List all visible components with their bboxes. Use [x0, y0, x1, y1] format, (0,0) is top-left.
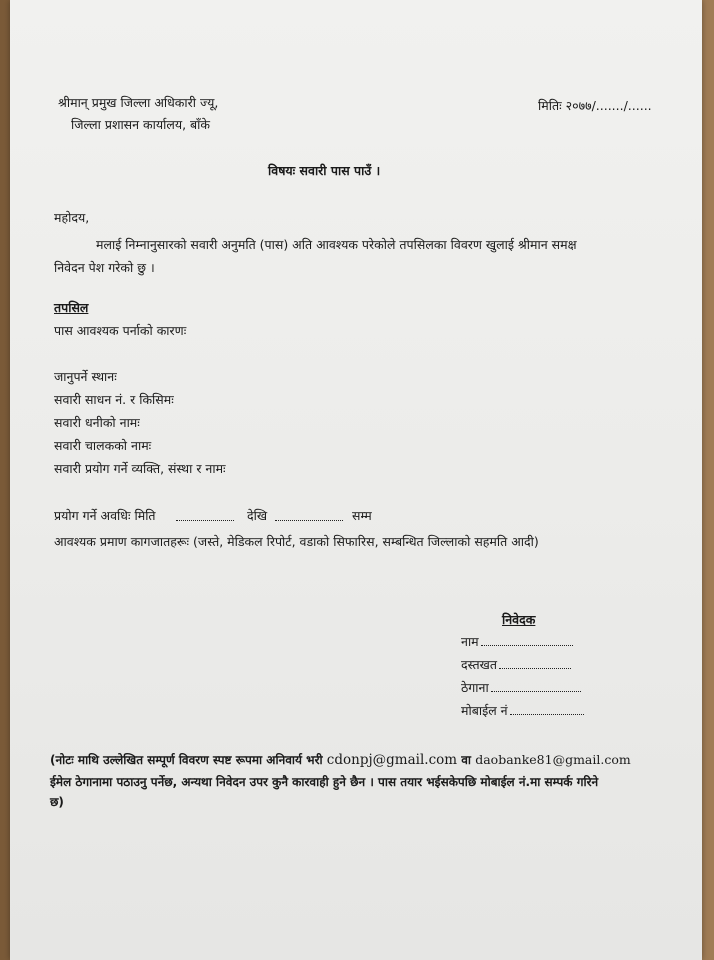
email-link-1: cdonpj@gmail.com	[326, 752, 458, 768]
subject-line: विषयः सवारी पास पाउँ ।	[268, 163, 381, 178]
applicant-heading: निवेदक	[502, 612, 536, 627]
application-form-paper	[10, 0, 702, 960]
documents-field: आवश्यक प्रमाण कागजातहरूः (जस्ते, मेडिकल रिपोर्ट, वडाको सिफारिस, सम्बन्धित जिल्लाको सहमति आदी)	[54, 534, 539, 549]
body-line1: मलाई निम्नानुसारको सवारी अनुमति (पास) अति आवश्यक परेकोले तपसिलका विवरण खुलाई श्रीमान समक्ष	[96, 237, 577, 252]
period-from-blank	[176, 510, 234, 521]
period-label: प्रयोग गर्ने अवधिः मिति	[54, 508, 156, 523]
email-link-2: daobanke81@gmail.com	[475, 752, 631, 767]
date-field: मितिः २०७७/......./......	[538, 98, 652, 113]
destination-field: जानुपर्ने स्थानः	[54, 369, 117, 384]
applicant-signature: दस्तखत	[461, 657, 571, 673]
owner-field: सवारी धनीको नामः	[54, 415, 140, 430]
note-line3: छ)	[50, 795, 64, 809]
period-to-blank	[275, 510, 343, 521]
driver-field: सवारी चालकको नामः	[54, 438, 152, 453]
vehicle-field: सवारी साधन नं. र किसिमः	[54, 392, 174, 407]
addressee-line1: श्रीमान् प्रमुख जिल्ला अधिकारी ज्यू,	[58, 95, 219, 110]
body-line2: निवेदन पेश गरेको छु ।	[54, 260, 155, 275]
period-to-label: सम्म	[352, 508, 372, 523]
period-from-label: देखि	[247, 508, 268, 523]
note-line2: ईमेल ठेगानामा पठाउनु पर्नेछ, अन्यथा निवेदन उपर कुनै कारवाही हुने छैन । पास तयार भईसकेपछि मोबाईल नं.मा सम्पर्क गरिने	[50, 775, 599, 789]
applicant-address: ठेगाना	[461, 680, 581, 696]
applicant-name: नाम	[461, 634, 573, 650]
addressee-line2: जिल्ला प्रशासन कार्यालय, बाँके	[71, 117, 211, 132]
note-line1: (नोटः माथि उल्लेखित सम्पूर्ण विवरण स्पष्ट रूपमा अनिवार्य भरी cdonpj@gmail.com वा daobanke81@gmail.com	[50, 752, 631, 768]
details-heading: तपसिल	[54, 300, 89, 315]
reason-field: पास आवश्यक पर्नाको कारणः	[54, 323, 187, 338]
salutation: महोदय,	[54, 210, 90, 225]
applicant-mobile: मोबाईल नं	[461, 703, 584, 719]
user-field: सवारी प्रयोग गर्ने व्यक्ति, संस्था र नामः	[54, 461, 226, 476]
